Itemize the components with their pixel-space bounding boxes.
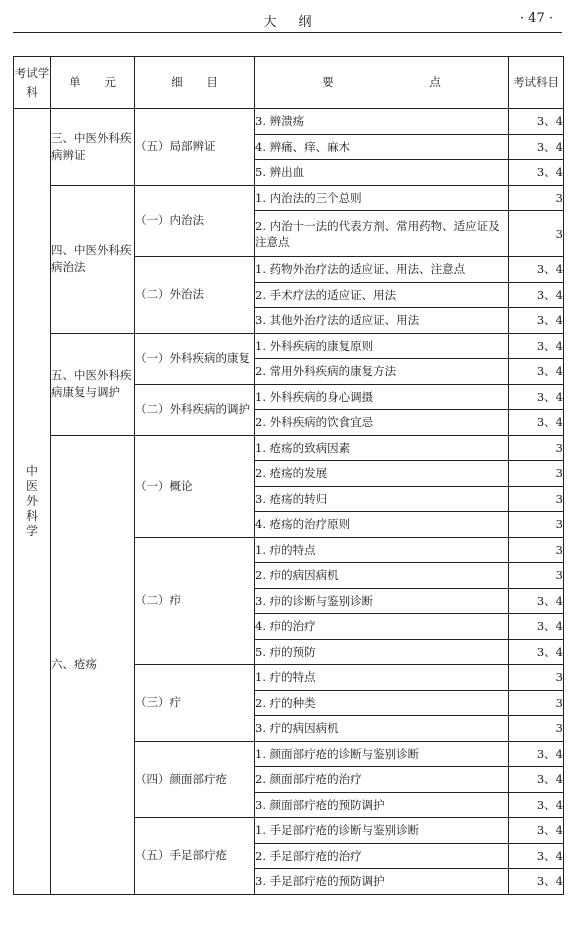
table-row	[14, 333, 564, 359]
level-cell: 3	[509, 537, 564, 563]
table-row	[14, 435, 564, 461]
point-cell: 4. 疖的治疗	[255, 614, 509, 640]
point-cell: 3. 疖的诊断与鉴别诊断	[255, 588, 509, 614]
level-cell: 3	[509, 665, 564, 691]
col-header-item	[135, 57, 255, 109]
item-cell: （二）疖	[135, 537, 255, 665]
point-cell: 4. 疮疡的治疗原则	[255, 512, 509, 538]
level-cell: 3、4	[509, 767, 564, 793]
table-header-row	[14, 57, 564, 109]
item-cell: （一）外科疾病的康复	[135, 333, 255, 384]
level-cell: 3、4	[509, 639, 564, 665]
syllabus-table	[13, 56, 564, 895]
point-cell: 2. 手术疗法的适应证、用法	[255, 282, 509, 308]
point-cell: 2. 常用外科疾病的康复方法	[255, 359, 509, 385]
point-cell: 1. 疮疡的致病因素	[255, 435, 509, 461]
point-cell: 3. 辨溃疡	[255, 109, 509, 135]
point-cell: 3. 其他外治疗法的适应证、用法	[255, 308, 509, 334]
point-cell: 2. 疮疡的发展	[255, 461, 509, 487]
point-cell: 3. 手足部疔疮的预防调护	[255, 869, 509, 895]
col-header-subject: 考试学科	[14, 57, 51, 109]
unit-cell: 四、中医外科疾病治法	[51, 185, 135, 333]
level-cell: 3、4	[509, 588, 564, 614]
col-header-points	[255, 57, 509, 109]
subject-label: 中医外科学	[25, 463, 38, 538]
level-cell: 3	[509, 512, 564, 538]
level-cell: 3、4	[509, 818, 564, 844]
item-cell: （二）外治法	[135, 257, 255, 334]
item-cell: （一）概论	[135, 435, 255, 537]
point-cell: 2. 内治十一法的代表方剂、常用药物、适应证及注意点	[255, 211, 509, 257]
unit-cell: 三、中医外科疾病辨证	[51, 109, 135, 186]
point-cell: 1. 手足部疔疮的诊断与鉴别诊断	[255, 818, 509, 844]
point-cell: 2. 疖的病因病机	[255, 563, 509, 589]
level-cell: 3	[509, 211, 564, 257]
page-number: · 47 ·	[519, 11, 553, 26]
point-cell: 3. 疔的病因病机	[255, 716, 509, 742]
level-cell: 3、4	[509, 843, 564, 869]
item-cell: （三）疔	[135, 665, 255, 742]
table-row	[14, 109, 564, 135]
item-cell: （四）颜面部疔疮	[135, 741, 255, 818]
level-cell: 3、4	[509, 869, 564, 895]
page-header-title: 大纲	[263, 15, 334, 30]
unit-cell: 六、疮疡	[51, 435, 135, 894]
point-cell: 5. 辨出血	[255, 160, 509, 186]
point-cell: 5. 疖的预防	[255, 639, 509, 665]
level-cell: 3	[509, 690, 564, 716]
col-header-unit-label: 单 元	[69, 75, 126, 89]
level-cell: 3、4	[509, 410, 564, 436]
point-cell: 2. 手足部疔疮的治疗	[255, 843, 509, 869]
col-header-level: 考试科目	[509, 57, 564, 109]
item-cell: （二）外科疾病的调护	[135, 384, 255, 435]
level-cell: 3、4	[509, 308, 564, 334]
level-cell: 3	[509, 185, 564, 211]
point-cell: 1. 外科疾病的身心调摄	[255, 384, 509, 410]
level-cell: 3、4	[509, 134, 564, 160]
level-cell: 3、4	[509, 333, 564, 359]
table-row	[14, 185, 564, 211]
point-cell: 1. 药物外治疗法的适应证、用法、注意点	[255, 257, 509, 283]
level-cell: 3	[509, 461, 564, 487]
point-cell: 1. 内治法的三个总则	[255, 185, 509, 211]
unit-cell: 五、中医外科疾病康复与调护	[51, 333, 135, 435]
item-cell: （五）手足部疔疮	[135, 818, 255, 895]
point-cell: 1. 颜面部疔疮的诊断与鉴别诊断	[255, 741, 509, 767]
level-cell: 3、4	[509, 614, 564, 640]
item-cell: （一）内治法	[135, 185, 255, 257]
point-cell: 3. 颜面部疔疮的预防调护	[255, 792, 509, 818]
col-header-points-label: 要 点	[322, 75, 487, 89]
point-cell: 2. 颜面部疔疮的治疗	[255, 767, 509, 793]
point-cell: 4. 辨痛、痒、麻木	[255, 134, 509, 160]
level-cell: 3、4	[509, 359, 564, 385]
level-cell: 3、4	[509, 384, 564, 410]
point-cell: 2. 疔的种类	[255, 690, 509, 716]
level-cell: 3、4	[509, 257, 564, 283]
level-cell: 3、4	[509, 160, 564, 186]
point-cell: 1. 疖的特点	[255, 537, 509, 563]
point-cell: 1. 疔的特点	[255, 665, 509, 691]
col-header-unit	[51, 57, 135, 109]
level-cell: 3	[509, 435, 564, 461]
level-cell: 3	[509, 486, 564, 512]
header-rule	[13, 32, 562, 33]
level-cell: 3	[509, 716, 564, 742]
level-cell: 3、4	[509, 792, 564, 818]
table-body	[14, 109, 564, 895]
point-cell: 3. 疮疡的转归	[255, 486, 509, 512]
point-cell: 1. 外科疾病的康复原则	[255, 333, 509, 359]
level-cell: 3、4	[509, 109, 564, 135]
item-cell: （五）局部辨证	[135, 109, 255, 186]
level-cell: 3、4	[509, 282, 564, 308]
point-cell: 2. 外科疾病的饮食宜忌	[255, 410, 509, 436]
col-header-item-label: 细 目	[171, 75, 228, 89]
level-cell: 3、4	[509, 741, 564, 767]
subject-cell	[14, 109, 51, 895]
level-cell: 3	[509, 563, 564, 589]
